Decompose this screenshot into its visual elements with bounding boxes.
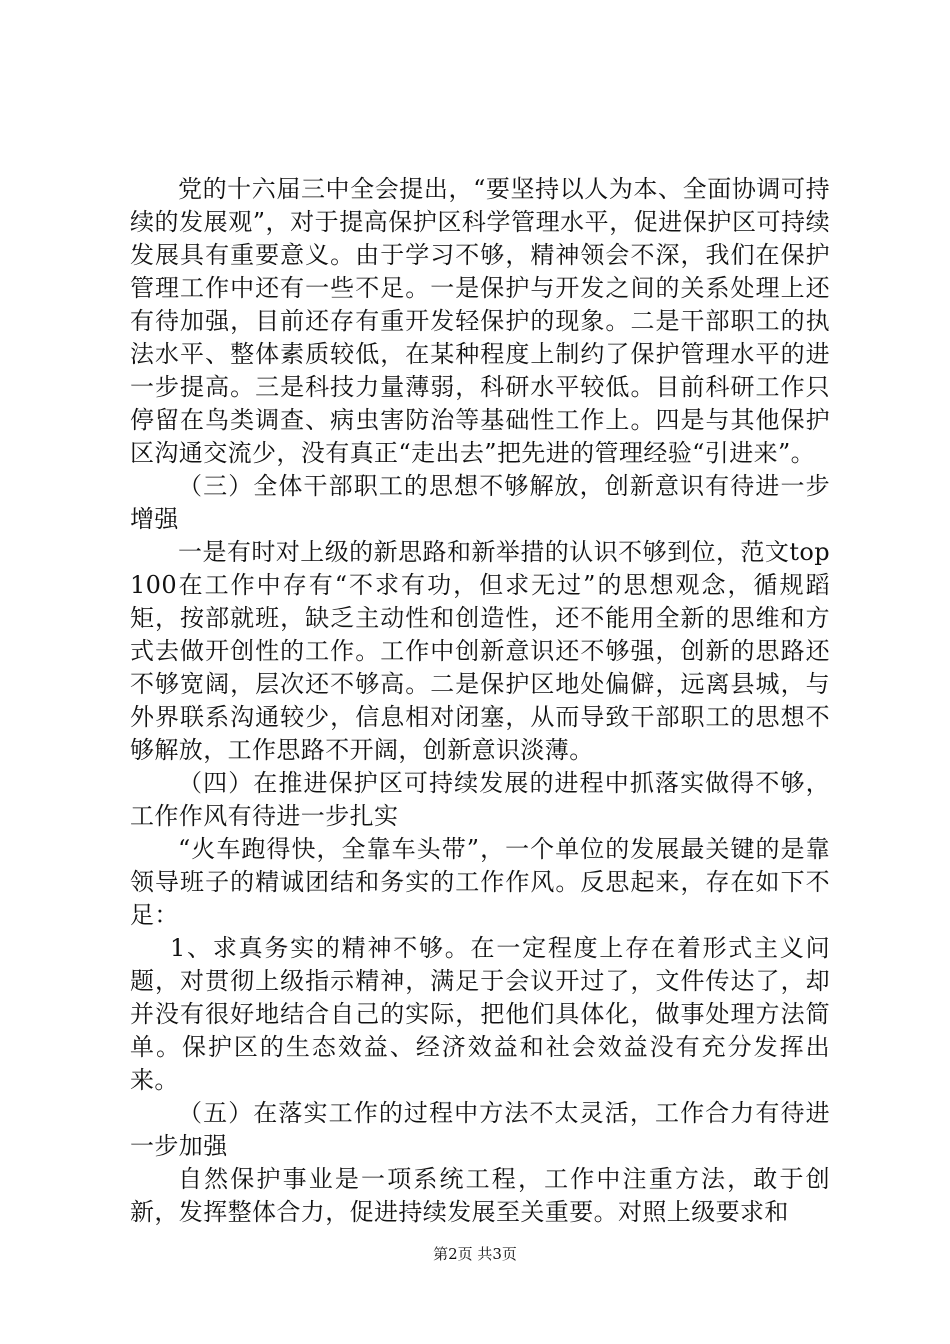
document-body	[130, 173, 830, 1229]
section-heading-5: （五）在落实工作的过程中方法不太灵活，工作合力有待进一步加强	[130, 1099, 830, 1160]
paragraph-section-4: “火车跑得快，全靠车头带”，一个单位的发展最关键的是靠领导班子的精诚团结和务实的工作作风。反思起来，存在如下不足：	[130, 835, 830, 929]
section-heading-3: （三）全体干部职工的思想不够解放，创新意识有待进一步增强	[130, 472, 830, 533]
page-number-footer: 第2页 共3页	[433, 1245, 517, 1263]
paragraph-section-3: 一是有时对上级的新思路和新举措的认识不够到位，范文top100在工作中存有“不求有功，但求无过”的思想观念，循规蹈矩，按部就班，缺乏主动性和创造性，还不能用全新的思维和方式去做开创性的工作。工作中创新意识还不够强，创新的思路还不够宽阔，层次还不够高。二是保护区地处偏僻，远离县城，与外界联系沟通较少，信息相对闭塞，从而导致干部职工的思想不够解放，工作思路不开阔，创新意识淡薄。	[130, 538, 830, 764]
paragraph-section-5: 自然保护事业是一项系统工程，工作中注重方法，敢于创新，发挥整体合力，促进持续发展至关重要。对照上级要求和	[130, 1165, 830, 1226]
paragraph-intro: 党的十六届三中全会提出，“要坚持以人为本、全面协调可持续的发展观”，对于提高保护区科学管理水平，促进保护区可持续发展具有重要意义。由于学习不够，精神领会不深，我们在保护管理工作中还有一些不足。一是保护与开发之间的关系处理上还有待加强，目前还存有重开发轻保护的现象。二是干部职工的执法水平、整体素质较低，在某种程度上制约了保护管理水平的进一步提高。三是科技力量薄弱，科研水平较低。目前科研工作只停留在鸟类调查、病虫害防治等基础性工作上。四是与其他保护区沟通交流少，没有真正“走出去”把先进的管理经验“引进来”。	[130, 175, 830, 467]
list-item-1: 1、求真务实的精神不够。在一定程度上存在着形式主义问题，对贯彻上级指示精神，满足于会议开过了，文件传达了，却并没有很好地结合自己的实际，把他们具体化，做事处理方法简单。保护区的生态效益、经济效益和社会效益没有充分发挥出来。	[130, 934, 830, 1094]
section-heading-4: （四）在推进保护区可持续发展的进程中抓落实做得不够，工作作风有待进一步扎实	[130, 769, 830, 830]
